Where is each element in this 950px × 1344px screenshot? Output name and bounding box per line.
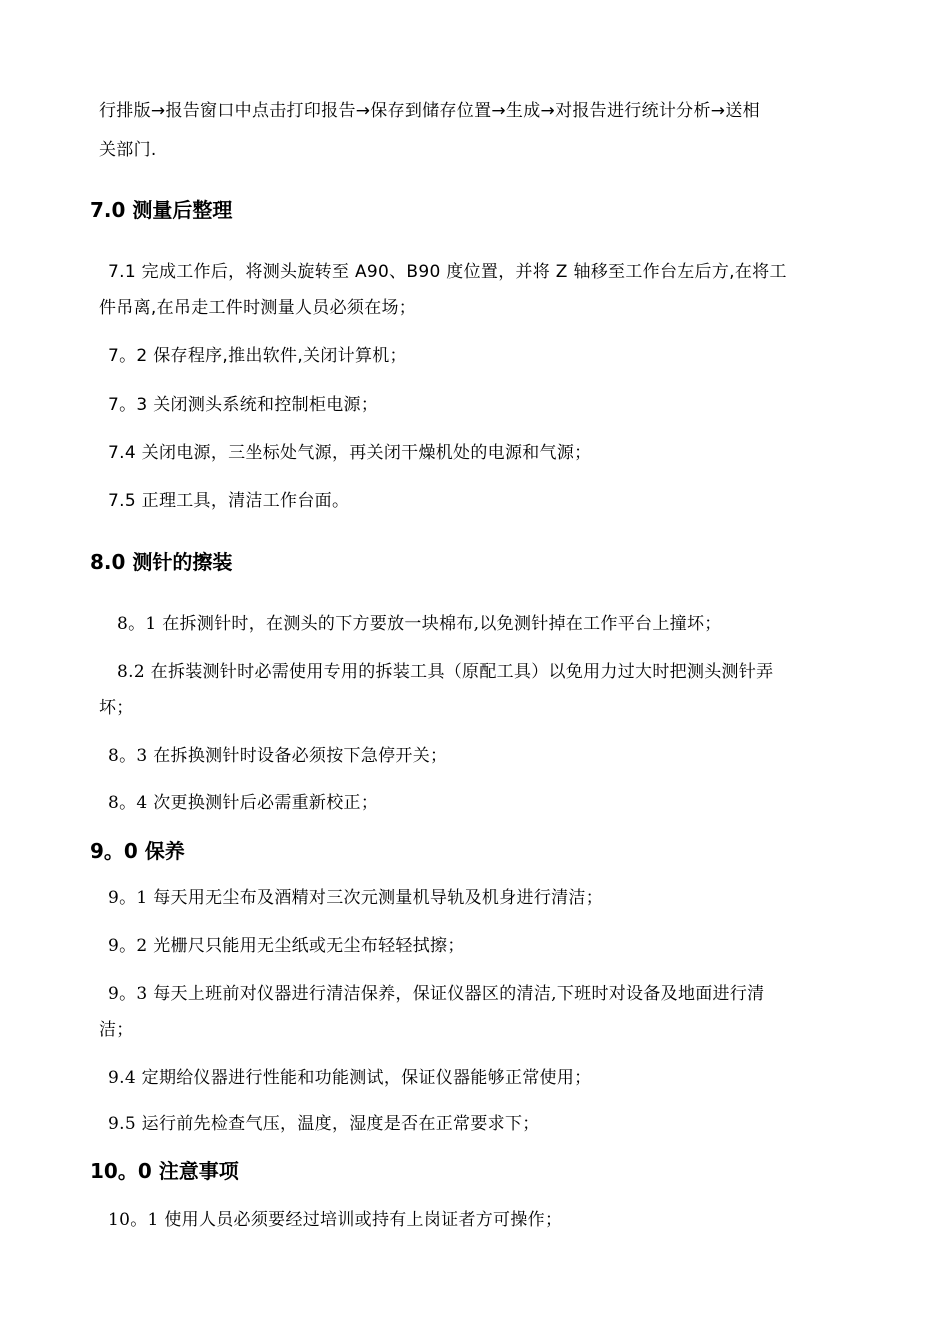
section-8-item-1: 8。1 在拆测针时，在测头的下方要放一块棉布,以免测针掉在工作平台上撞坏； xyxy=(117,614,722,634)
section-8-item-2-line-2: 坏； xyxy=(99,698,134,718)
section-7-heading: 7.0 测量后整理 xyxy=(90,198,233,222)
section-7-item-4: 7.4 关闭电源，三坐标处气源，再关闭干燥机处的电源和气源； xyxy=(108,443,592,463)
section-8-item-4: 8。4 次更换测针后必需重新校正； xyxy=(108,793,379,813)
section-9-item-3-line-2: 洁； xyxy=(99,1020,134,1040)
section-10-item-1: 10。1 使用人员必须要经过培训或持有上岗证者方可操作； xyxy=(108,1210,563,1230)
intro-line-2: 关部门. xyxy=(99,140,157,160)
section-8-item-3: 8。3 在拆换测针时设备必须按下急停开关； xyxy=(108,746,448,766)
section-9-item-1: 9。1 每天用无尘布及酒精对三次元测量机导轨及机身进行清洁； xyxy=(108,888,604,908)
section-7-item-1-line-1: 7.1 完成工作后，将测头旋转至 A90、B90 度位置，并将 Z 轴移至工作台左后方,在将工 xyxy=(108,262,787,282)
section-9-item-2: 9。2 光栅尺只能用无尘纸或无尘布轻轻拭擦； xyxy=(108,936,465,956)
section-7-item-1-line-2: 件吊离,在吊走工件时测量人员必须在场； xyxy=(99,298,417,318)
intro-line-1: 行排版→报告窗口中点击打印报告→保存到储存位置→生成→对报告进行统计分析→送相 xyxy=(99,101,760,121)
section-8-heading: 8.0 测针的擦装 xyxy=(90,550,233,574)
section-9-item-5: 9.5 运行前先检查气压，温度，湿度是否在正常要求下； xyxy=(108,1114,540,1134)
section-9-heading: 9。0 保养 xyxy=(90,839,185,863)
section-7-item-2: 7。2 保存程序,推出软件,关闭计算机； xyxy=(108,346,407,366)
section-9-item-4: 9.4 定期给仪器进行性能和功能测试，保证仪器能够正常使用； xyxy=(108,1068,592,1088)
section-10-heading: 10。0 注意事项 xyxy=(90,1159,239,1183)
section-7-item-5: 7.5 正理工具，清洁工作台面。 xyxy=(108,491,350,511)
section-7-item-3: 7。3 关闭测头系统和控制柜电源； xyxy=(108,395,379,415)
section-9-item-3-line-1: 9。3 每天上班前对仪器进行清洁保养，保证仪器区的清洁,下班时对设备及地面进行清 xyxy=(108,984,765,1004)
section-8-item-2-line-1: 8.2 在拆装测针时必需使用专用的拆装工具（原配工具）以免用力过大时把测头测针弄 xyxy=(117,662,774,682)
